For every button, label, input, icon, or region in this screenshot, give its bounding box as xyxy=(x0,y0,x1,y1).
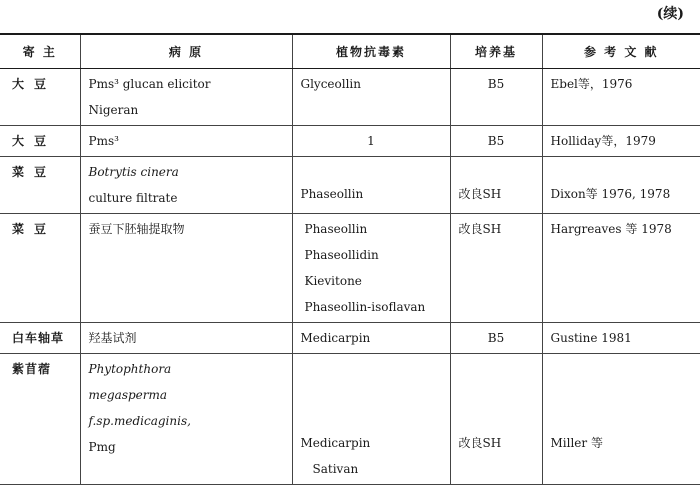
phytoalexin-cell xyxy=(292,353,450,484)
medium-value: 改良SH xyxy=(458,186,502,201)
host-name: 菜豆 xyxy=(12,221,57,236)
phytoalexin-cell xyxy=(292,156,450,213)
phytoalexin-line: Phaseollin xyxy=(304,221,368,236)
medium-value: 改良SH xyxy=(458,435,502,450)
pathogen-cell xyxy=(80,213,292,322)
medium-value: 改良SH xyxy=(458,221,502,236)
host-name: 大豆 xyxy=(12,76,57,91)
reference-value: Holliday等，1979 xyxy=(550,133,656,148)
reference-value: Ebel等，1976 xyxy=(550,76,633,91)
reference-value: Gustine 1981 xyxy=(550,330,632,345)
pathogen-line: Nigeran xyxy=(88,102,139,117)
host-name: 大豆 xyxy=(12,133,57,148)
phytoalexin-line: Phaseollidin xyxy=(304,247,379,262)
header-host: 寄 主 xyxy=(0,34,80,68)
medium-cell xyxy=(450,353,542,484)
phytoalexin-table xyxy=(0,33,700,485)
reference-value: Hargreaves 等 1978 xyxy=(550,221,672,236)
phytoalexin-line: 1 xyxy=(367,133,375,148)
phytoalexin-line: Medicarpin xyxy=(300,435,371,450)
header-medium: 培养基 xyxy=(450,34,542,68)
pathogen-cell xyxy=(80,322,292,353)
table-header-row xyxy=(0,34,700,68)
table-row xyxy=(0,68,700,125)
host-cell xyxy=(0,125,80,156)
header-pathogen: 病 原 xyxy=(80,34,292,68)
phytoalexin-line: Sativan xyxy=(312,461,359,476)
pathogen-line: 蚕豆下胚轴提取物 xyxy=(88,221,185,236)
phytoalexin-line: Phaseollin-isoflavan xyxy=(304,299,426,314)
reference-value: Dixon等 1976, 1978 xyxy=(550,186,671,201)
phytoalexin-cell xyxy=(292,322,450,353)
table-row xyxy=(0,125,700,156)
medium-cell xyxy=(450,156,542,213)
pathogen-line: culture filtrate xyxy=(88,190,178,205)
host-name: 菜豆 xyxy=(12,164,57,179)
pathogen-cell xyxy=(80,125,292,156)
phytoalexin-line: Medicarpin xyxy=(300,330,371,345)
reference-cell xyxy=(542,353,700,484)
phytoalexin-cell xyxy=(292,68,450,125)
medium-cell xyxy=(450,125,542,156)
pathogen-line: Botrytis cinera xyxy=(88,164,179,179)
medium-cell xyxy=(450,322,542,353)
phytoalexin-line: Phaseollin xyxy=(300,186,364,201)
pathogen-line: Phytophthora xyxy=(88,361,172,376)
medium-value: B5 xyxy=(487,330,505,345)
host-cell xyxy=(0,213,80,322)
phytoalexin-line: Kievitone xyxy=(304,273,362,288)
continued-label: (续) xyxy=(656,6,684,22)
medium-value: B5 xyxy=(487,133,505,148)
table-row xyxy=(0,322,700,353)
pathogen-cell xyxy=(80,353,292,484)
host-cell xyxy=(0,68,80,125)
medium-value: B5 xyxy=(487,76,505,91)
phytoalexin-cell xyxy=(292,125,450,156)
pathogen-line: Pms³ glucan elicitor xyxy=(88,76,211,91)
host-name: 紫苜蓿 xyxy=(12,361,52,376)
header-phytoalexin: 植物抗毒素 xyxy=(292,34,450,68)
reference-value: Miller 等 xyxy=(550,435,603,450)
medium-cell xyxy=(450,68,542,125)
host-cell xyxy=(0,353,80,484)
pathogen-line: megasperma xyxy=(88,387,168,402)
reference-cell xyxy=(542,213,700,322)
pathogen-cell xyxy=(80,68,292,125)
medium-cell xyxy=(450,213,542,322)
phytoalexin-line: Glyceollin xyxy=(300,76,361,91)
table-row xyxy=(0,213,700,322)
header-reference: 参 考 文 献 xyxy=(542,34,700,68)
pathogen-line: 羟基试剂 xyxy=(88,330,137,345)
phytoalexin-cell xyxy=(292,213,450,322)
reference-cell xyxy=(542,125,700,156)
reference-cell xyxy=(542,322,700,353)
table-row xyxy=(0,156,700,213)
host-cell xyxy=(0,322,80,353)
pathogen-line: Pmg xyxy=(88,439,116,454)
pathogen-line: f.sp.medicaginis, xyxy=(88,413,191,428)
host-name: 白车轴草 xyxy=(12,330,65,345)
host-cell xyxy=(0,156,80,213)
reference-cell xyxy=(542,156,700,213)
reference-cell xyxy=(542,68,700,125)
table-row xyxy=(0,353,700,484)
pathogen-line: Pms³ xyxy=(88,133,119,148)
pathogen-cell xyxy=(80,156,292,213)
